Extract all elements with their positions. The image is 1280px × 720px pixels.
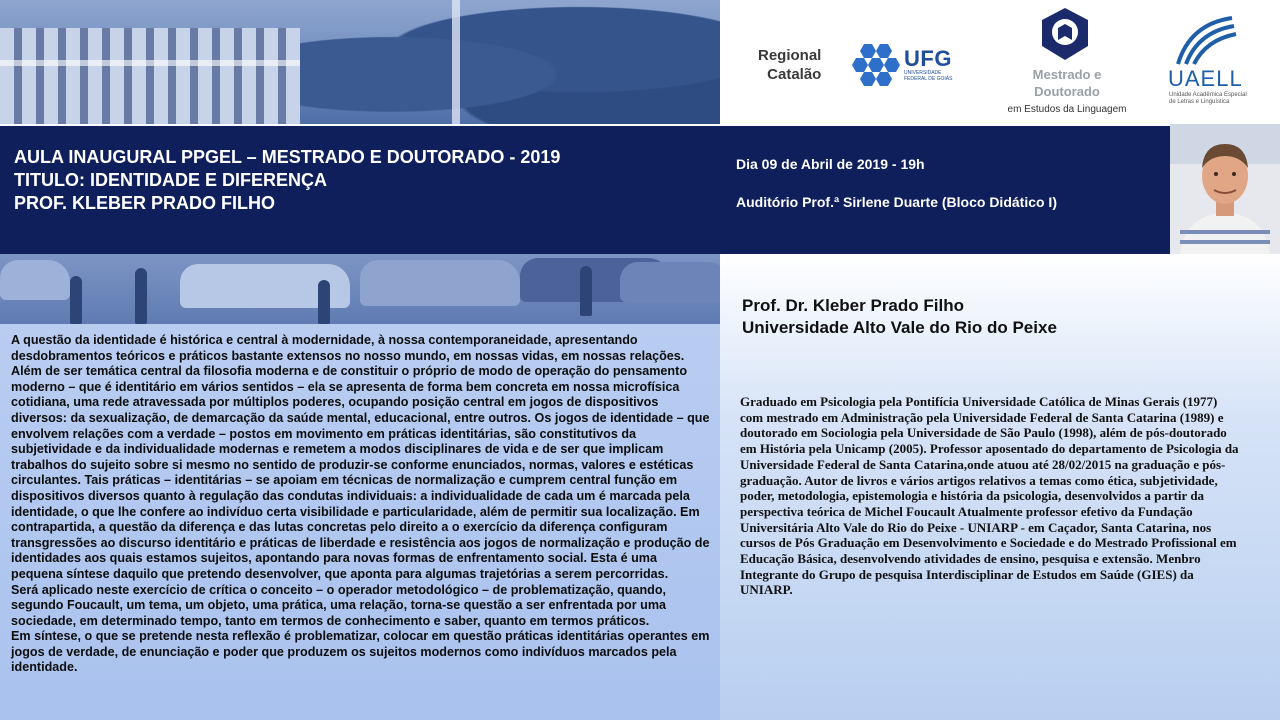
ufg-logo-subtext: UNIVERSIDADE FEDERAL DE GOIÁS <box>904 70 953 82</box>
speaker-bio: Graduado em Psicologia pela Pontifícia Universidade Católica de Minas Gerais (1977) com mestrado em Administração pela Universidade Federal de Santa Catarina (1989) e doutorado em Sociologia pela Universidade de São Paulo (1998), além de pós-doutorado em História pela Unicamp (2005). Professor aposentado do departamento de Psicologia da Universidade Federal de Santa Catarina,onde atuou até 28/02/2015 na graduação e pós-graduação. Autor de livros e vários artigos relativos a temas como ética, subjetividade, poder, metodologia, epistemologia e história da psicologia, desenvolvidos a partir da perspectiva teórica de Michel Foucault Atualmente professor efetivo da Fundação Universitária Alto Vale do Rio do Peixe - UNIARP - em Caçador, Santa Catarina, nos cursos de Pós Graduação em Desenvolvimento e Sociedade e do Mestrado Profissional em Educação Básica, desenvolvendo atividades de ensino, pesquisa e extensão. Menbro Integrante do Grupo de pesquisa Interdisciplinar de Estudos em Saúde (GIES) da UNIARP. <box>740 394 1239 598</box>
event-title-line2: TITULO: IDENTIDADE E DIFERENÇA <box>14 170 327 190</box>
speaker-university: Universidade Alto Vale do Rio do Peixe <box>742 318 1057 337</box>
ppgel-line1: Mestrado e <box>1032 67 1102 82</box>
ufg-logo-text: UFG <box>904 46 952 71</box>
event-location: Auditório Prof.ª Sirlene Duarte (Bloco Didático I) <box>736 194 1057 210</box>
building-decoration <box>0 28 300 124</box>
person-decoration <box>580 266 592 316</box>
ufg-logo-icon <box>850 40 902 92</box>
person-decoration <box>318 280 330 324</box>
event-date: Dia 09 de Abril de 2019 - 19h <box>736 156 925 172</box>
speaker-name: Prof. Dr. Kleber Prado Filho <box>742 296 964 315</box>
uaell-logo-text: UAELL <box>1168 66 1243 91</box>
light-pole-decoration <box>452 0 460 124</box>
regional-line2: Catalão <box>767 66 822 83</box>
regional-catalao-label <box>758 46 821 84</box>
ppgel-logo-icon <box>1038 6 1092 62</box>
trees-decoration <box>250 0 720 124</box>
ppgel-program-label <box>1012 66 1122 100</box>
abstract-paragraph-2: Será aplicado neste exercício de crítica o conceito – o operador metodológico – de problematização, quando, segundo Foucault, um tema, um objeto, uma prática, uma relação, torna-se questão a ser enfrentada por uma sociedade, em determinado tempo, tanto em termos de conhecimento e saber, quanto em termos práticos. <box>11 582 667 628</box>
regional-line1: Regional <box>758 47 822 64</box>
logos-bar <box>720 0 1280 124</box>
event-banner <box>0 124 1170 254</box>
speaker-panel <box>720 254 1280 720</box>
uaell-logo-icon <box>1170 14 1242 66</box>
speaker-portrait-image <box>1170 124 1280 254</box>
uaell-logo-subtext: Unidade Acadêmica Especial de Letras e Linguística <box>1169 92 1247 105</box>
event-title-line1: AULA INAUGURAL PPGEL – MESTRADO E DOUTORADO - 2019 <box>14 147 561 167</box>
building-ledge-decoration <box>0 60 300 66</box>
car-decoration <box>620 262 720 302</box>
abstract-paragraph-1: A questão da identidade é histórica e central à modernidade, à nossa contemporaneidade, apresentando desdobramentos teóricos e práticos bastante extensos no nosso mundo, em nossas vidas, em nossas relações. Além de ser temática central da filosofia moderna e de constituir o próprio de modo de operação do pensamento moderno – que é identitário em vários sentidos – ela se apresenta de forma bem concreta em nossa microfísica cotidiana, uma rede atravessada por múltiplos poderes, ocupando posição central em jogos de dispositivos diversos: da sexualização, de demarcação da saúde mental, educacional, entre outros. Os jogos de identidade – que envolvem relações com a verdade – postos em movimento em práticas identitárias, são constitutivos da subjetividade e da individualidade modernas e remetem a modos disciplinares de vida e de ser que implicam trabalhos do sujeito sobre si mesmo no sentido de produzir-se conforme enunciados, normas, valores e estéticas circulantes. Tais práticas – identitárias – se apoiam em técnicas de normalização e cumprem central função em dispositivos diversos quanto à regulação das condutas individuais: a individualidade de cada um é marcada pela identidade, o que lhe confere ao indivíduo certa visibilidade e particularidade, além de permitir sua localização. Em contrapartida, a questão da diferença e das lutas concretas pelo direito a o exercício da diferença configuram transgressões ao discurso identitário e práticas de liberdade e resistência aos jogos de normalização e produção de identidades aos quais estamos sujeitos, apontando para novas formas de enfrentamento social. Esta é uma pequena síntese daquilo que pretendo desenvolver, que aponta para algumas trajetórias a serem percorridas. <box>11 333 710 581</box>
campus-photo-bottom <box>0 254 720 324</box>
ppgel-line2: Doutorado <box>1034 84 1100 99</box>
person-decoration <box>135 268 147 324</box>
car-decoration <box>0 260 70 300</box>
car-decoration <box>360 260 520 306</box>
campus-photo-top <box>0 0 720 124</box>
event-title-line3: PROF. KLEBER PRADO FILHO <box>14 193 276 213</box>
abstract-paragraph-3: Em síntese, o que se pretende nesta reflexão é problematizar, colocar em questão práticas identitárias operantes em jogos de verdade, de enunciação e poder que produzem os sujeitos modernos como indivíduos marcados pela identidade. <box>11 629 710 675</box>
speaker-portrait <box>1170 124 1280 254</box>
abstract-panel <box>0 324 720 720</box>
ppgel-line3: em Estudos da Linguagem <box>1007 104 1127 115</box>
person-decoration <box>70 276 82 324</box>
